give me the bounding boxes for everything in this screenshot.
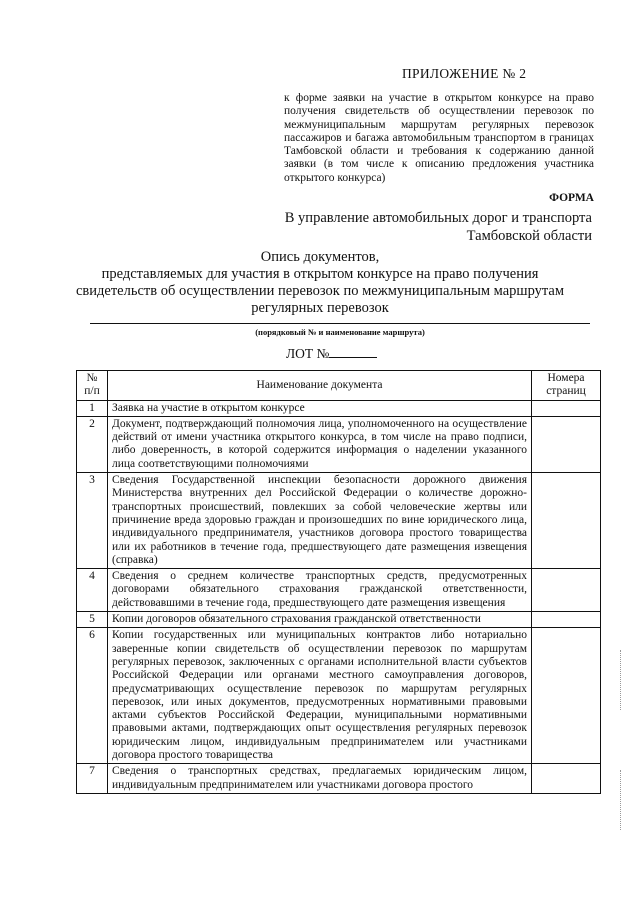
- header-pages: Номера страниц: [532, 371, 601, 401]
- table-row: [77, 612, 601, 628]
- row-num: 7: [77, 764, 108, 794]
- appendix-title: ПРИЛОЖЕНИЕ № 2: [402, 66, 527, 81]
- row-name: Сведения Государственной инспекции безопасности дорожного движения Министерства внутренних дел Российской Федерации о количестве дорожно-транспортных происшествий, повлекших за собой человеческие жертвы или причинение вреда здоровью граждан и произошедших по вине юридического лица, индивидуального предпринимателя, участников договора простого товарищества или их работников в течение года, предшествующего дате размещения извещения (справка): [108, 473, 532, 569]
- document-title-line1: Опись документов,: [260, 249, 380, 265]
- addressee: В управление автомобильных дорог и транспорта Тамбовской области: [284, 210, 592, 244]
- row-name: Документ, подтверждающий полномочия лица, уполномоченного на осуществление действий от имени участника открытого конкурса, в том числе на право подписи, либо доверенность, в которой содержится информация о наделении указанного лица соответствующими полномочиями: [108, 416, 532, 472]
- document-title-line2: представляемых для участия в открытом конкурсе на право получения свидетельств об осуществлении перевозок по межмуниципальным маршрутам регулярных перевозок: [75, 266, 565, 316]
- table-row: [77, 473, 601, 569]
- table-row: [77, 569, 601, 612]
- row-num: 6: [77, 628, 108, 764]
- row-name: Сведения о среднем количестве транспортных средств, предусмотренных договорами обязательного страхования гражданской ответственности, действовавшими в течение года, предшествующего дате размещения извещения: [108, 569, 532, 612]
- table-header-row: [77, 371, 601, 401]
- row-pages: [532, 416, 601, 472]
- form-label: ФОРМА: [549, 192, 594, 204]
- table-row: [77, 416, 601, 472]
- route-blank-line: [90, 323, 590, 324]
- document-title: [60, 249, 580, 317]
- table-row: [77, 400, 601, 416]
- row-pages: [532, 569, 601, 612]
- lot-number-blank: [329, 345, 377, 358]
- header-num: № п/п: [77, 371, 108, 401]
- row-pages: [532, 473, 601, 569]
- row-num: 4: [77, 569, 108, 612]
- route-caption: (порядковый № и наименование маршрута): [255, 327, 425, 337]
- row-name: Копии договоров обязательного страхования гражданской ответственности: [108, 612, 532, 628]
- row-pages: [532, 628, 601, 764]
- row-name: Заявка на участие в открытом конкурсе: [108, 400, 532, 416]
- table-row: [77, 628, 601, 764]
- row-num: 1: [77, 400, 108, 416]
- row-pages: [532, 400, 601, 416]
- row-pages: [532, 764, 601, 794]
- table-row: [77, 764, 601, 794]
- scan-margin-mark: [620, 650, 624, 710]
- documents-table: [76, 370, 601, 794]
- lot-label: ЛОТ №: [286, 346, 330, 361]
- row-num: 5: [77, 612, 108, 628]
- row-num: 2: [77, 416, 108, 472]
- row-num: 3: [77, 473, 108, 569]
- header-name: Наименование документа: [108, 371, 532, 401]
- appendix-subtitle: к форме заявки на участие в открытом конкурсе на право получения свидетельств об осуществлении перевозок по межмуниципальным маршрутам регулярных перевозок пассажиров и багажа автомобильным транспортом в границах Тамбовской области и требования к содержанию данной заявки (в том числе к описанию предложения участника открытого конкурса): [284, 92, 594, 184]
- row-name: Копии государственных или муниципальных контрактов либо нотариально заверенные копии свидетельств об осуществлении перевозок по маршрутам регулярных перевозок, заключенных с органами исполнительной власти субъектов Российской Федерации или органами местного самоуправления договоров, предусматривающих осуществление перевозок по маршрутам регулярных перевозок, или иных документов, предусмотренных нормативными правовыми актами субъектов Российской Федерации, муниципальными нормативными правовыми актами, подтверждающих опыт осуществления регулярных перевозок юридическим лицом, индивидуальным предпринимателем или участниками договора простого товарищества: [108, 628, 532, 764]
- row-pages: [532, 612, 601, 628]
- lot-field: [286, 345, 377, 362]
- row-name: Сведения о транспортных средствах, предлагаемых юридическим лицом, индивидуальным предпринимателем или участниками договора простого: [108, 764, 532, 794]
- scan-margin-mark: [620, 770, 624, 830]
